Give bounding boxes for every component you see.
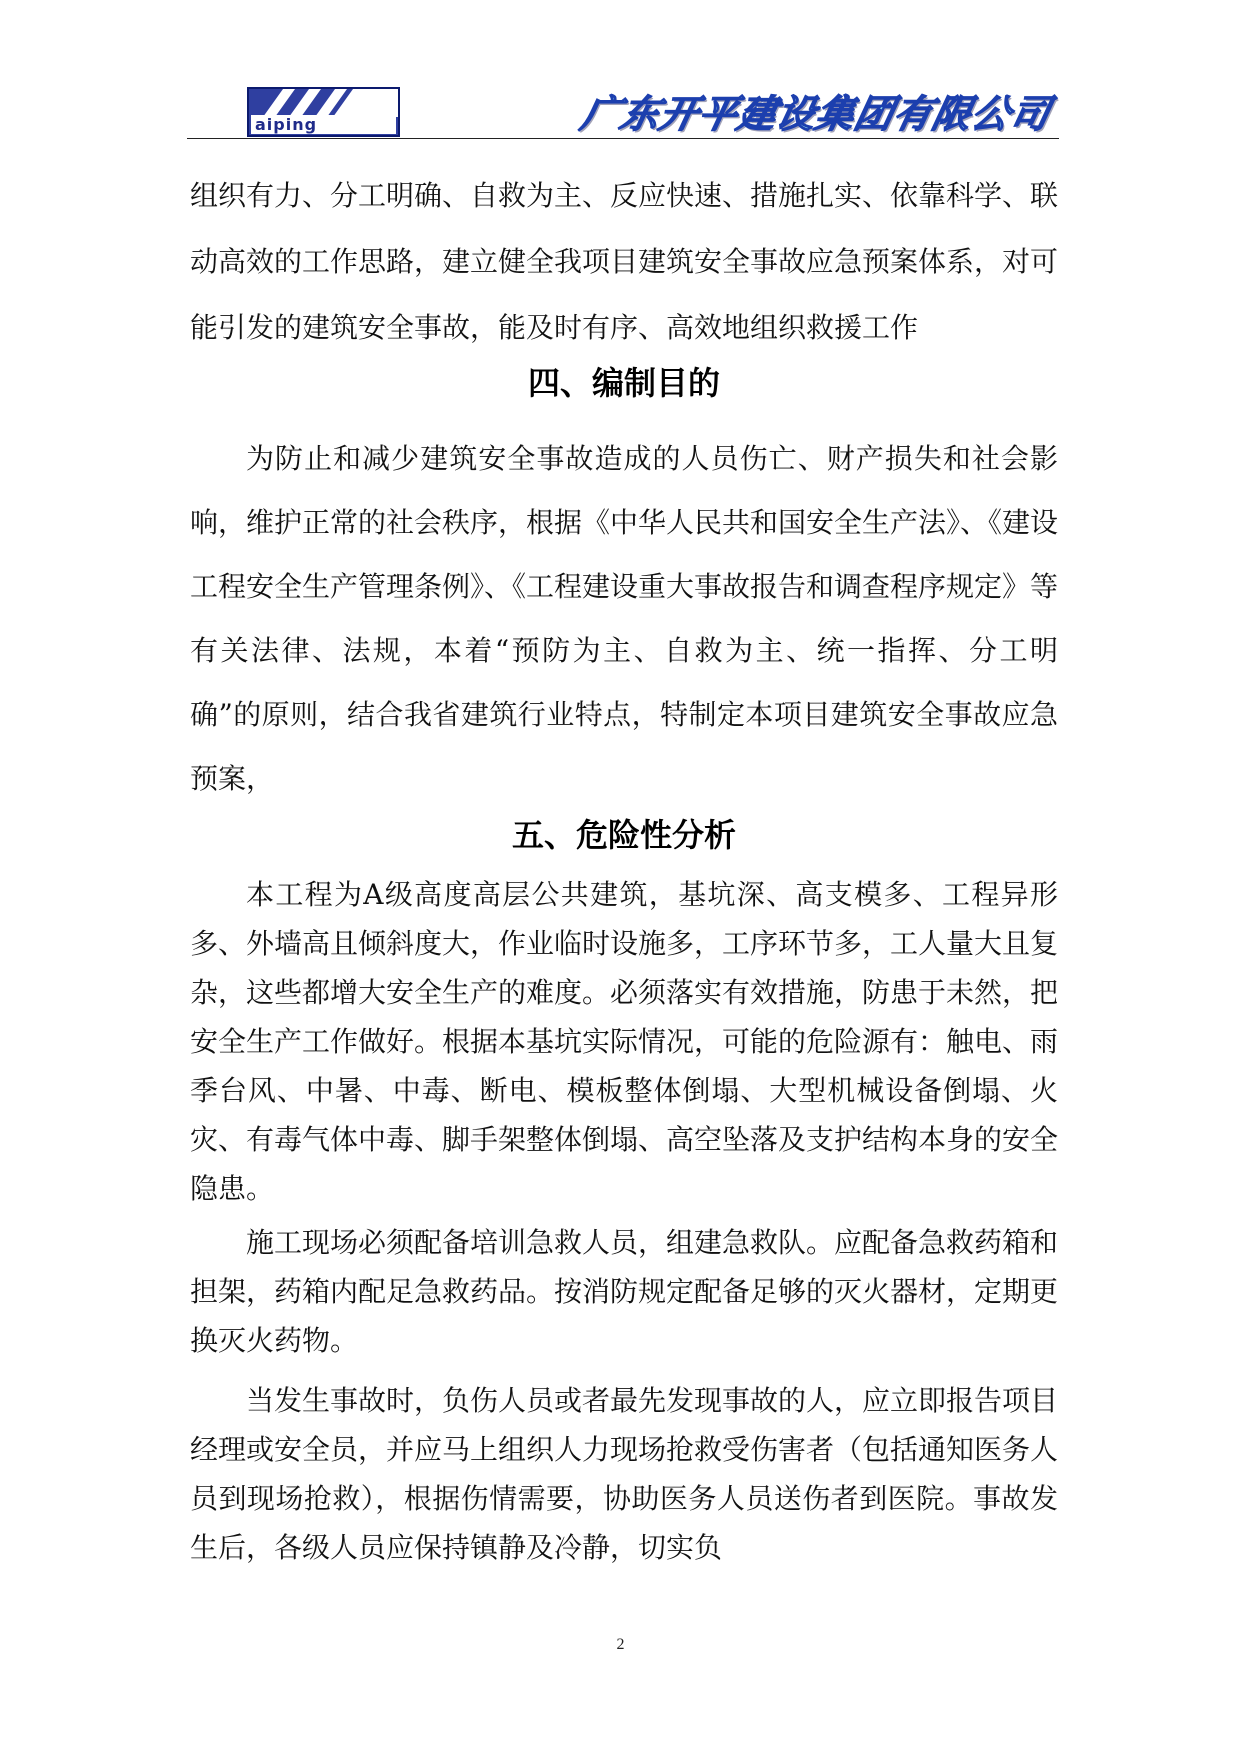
accident-response-paragraph: 当发生事故时，负伤人员或者最先发现事故的人，应立即报告项目经理或安全员，并应马上组织人力现场抢救受伤害者（包括通知医务人员到现场抢救），根据伤情需要，协助医务人员送伤者到医院。事故发生后，各级人员应保持镇静及冷静，切实负 (190, 1384, 1059, 1564)
section-heading-purpose: 四、编制目的 (527, 364, 720, 402)
first-aid-staffing-paragraph: 施工现场必须配备培训急救人员，组建急救队。应配备急救药箱和担架，药箱内配足急救药品。按消防规定配备足够的灭火器材，定期更换灭火药物。 (190, 1226, 1059, 1357)
hazard-analysis-paragraph: 本工程为A级高度高层公共建筑，基坑深、高支模多、工程异形多、外墙高且倾斜度大，作业临时设施多，工序环节多，工人量大且复杂，这些都增大安全生产的难度。必须落实有效措施，防患于未然，把安全生产工作做好。根据本基坑实际情况，可能的危险源有：触电、雨季台风、中暑、中毒、断电、模板整体倒塌、大型机械设备倒塌、火灾、有毒气体中毒、脚手架整体倒塌、高空坠落及支护结构本身的安全隐患。 (190, 878, 1059, 1205)
purpose-paragraph: 为防止和减少建筑安全事故造成的人员伤亡、财产损失和社会影响，维护正常的社会秩序，根据《中华人民共和国安全生产法》、《建设工程安全生产管理条例》、《工程建设重大事故报告和调查程序规定》等有关法律、法规，本着“预防为主、自救为主、统一指挥、分工明确”的原则，结合我省建筑行业特点，特制定本项目建筑安全事故应急预案， (190, 442, 1059, 795)
company-logo (247, 87, 400, 137)
section-heading-hazard-analysis: 五、危险性分析 (511, 816, 736, 854)
logo-wordmark: aiping (251, 115, 396, 134)
page-header (0, 0, 1241, 140)
logo-slash-mark-icon (249, 89, 398, 117)
company-name: 广东开平建设集团有限公司 (577, 92, 1055, 136)
page-number: 2 (616, 1636, 625, 1653)
intro-paragraph: 组织有力、分工明确、自救为主、反应快速、措施扎实、依靠科学、联动高效的工作思路，建立健全我项目建筑安全事故应急预案体系，对可能引发的建筑安全事故，能及时有序、高效地组织救援工作 (190, 179, 1059, 344)
header-divider (187, 138, 1059, 139)
